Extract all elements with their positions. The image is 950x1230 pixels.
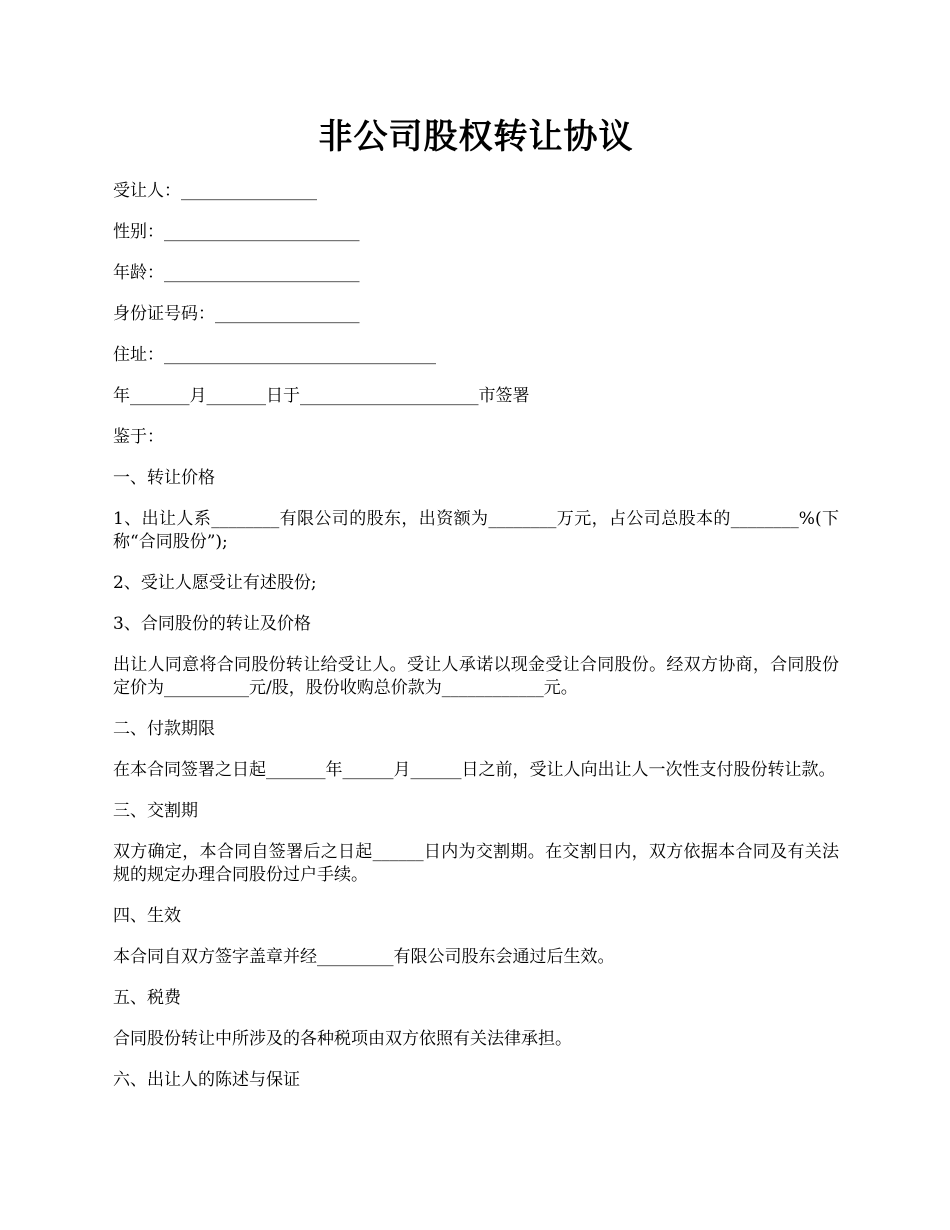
signing-date-line: 年_______月_______日于_____________________市签署 [113,386,530,406]
address-line: 住址：________________________________ [113,345,436,365]
price-paragraph: 出让人同意将合同股份转让给受让人。受让人承诺以现金受让合同股份。经双方协商，合同股份定价为__________元/股，股份收购总价款为____________元。 [113,655,839,698]
delivery-paragraph: 双方确定，本合同自签署后之日起______日内为交割期。在交割日内，双方依据本合同及有关法规的规定办理合同股份过户手续。 [113,842,839,885]
taxes-paragraph: 合同股份转让中所涉及的各种税项由双方依照有关法律承担。 [113,1029,572,1049]
effect-paragraph: 本合同自双方签字盖章并经_________有限公司股东会通过后生效。 [113,947,615,967]
section-heading-effect: 四、生效 [113,906,181,926]
whereas-heading: 鉴于： [113,427,164,447]
section-heading-representations: 六、出让人的陈述与保证 [113,1070,300,1090]
section-heading-price: 一、转让价格 [113,468,215,488]
section-heading-payment: 二、付款期限 [113,719,215,739]
document-title: 非公司股权转让协议 [318,117,634,157]
clause-2: 2、受让人愿受让有述股份; [113,573,317,593]
section-heading-taxes: 五、税费 [113,988,181,1008]
age-line: 年龄：_______________________ [113,263,360,283]
gender-line: 性别：_______________________ [113,222,360,242]
clause-3: 3、合同股份的转让及价格 [113,614,311,634]
payment-paragraph: 在本合同签署之日起_______年______月______日之前，受让人向出让人一次性支付股份转让款。 [113,760,836,780]
document-page [113,112,839,1110]
assignee-line: 受让人：________________ [113,181,317,201]
section-heading-delivery: 三、交割期 [113,801,198,821]
id-number-line: 身份证号码：_________________ [113,304,360,324]
clause-1: 1、出让人系________有限公司的股东，出资额为________万元，占公司总股本的________%(下称“合同股份”); [113,509,839,552]
